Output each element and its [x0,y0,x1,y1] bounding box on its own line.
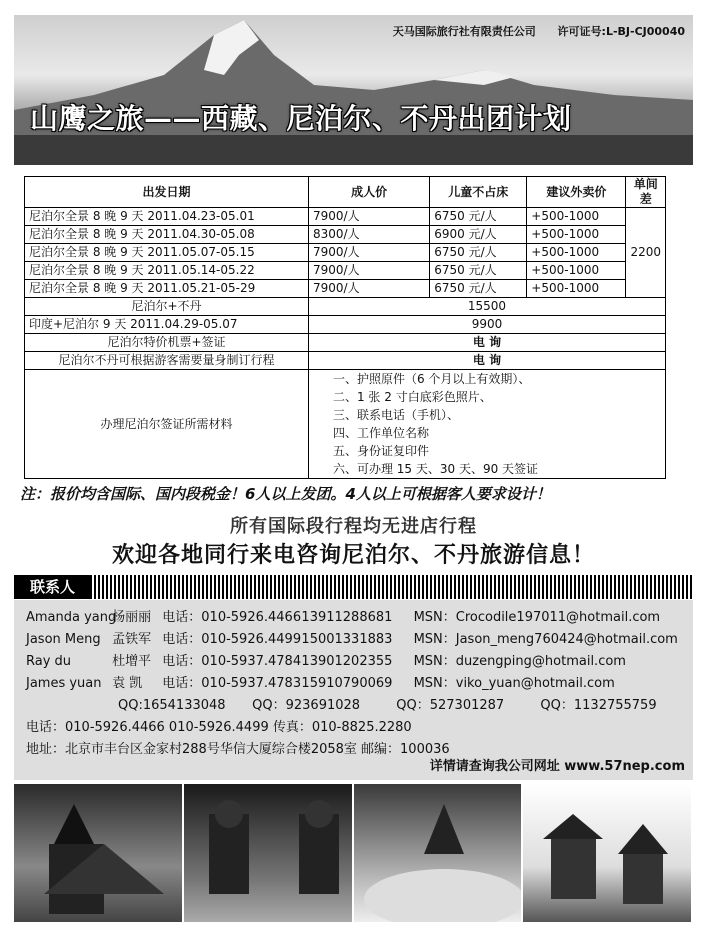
table-row [25,208,666,226]
contact-msn[interactable]: MSN：Crocodile197011@hotmail.com [413,610,661,625]
contact-title: 联系人 [14,575,91,599]
contact-msn[interactable]: MSN：viko_yuan@hotmail.com [413,676,615,691]
row-child: 6900 元/人 [430,226,527,244]
qq-number: QQ：1132755759 [540,698,657,713]
row-child: 6750 元/人 [430,208,527,226]
qq-row [118,694,657,713]
row-child: 6750 元/人 [430,262,527,280]
stupa-photo [14,784,184,922]
extra-value: 9900 [308,316,665,334]
contact-mobile: 13901202355 [301,654,393,669]
row-date: 尼泊尔全景 8 晚 9 天 2011.05.14-05.22 [25,262,309,280]
contact-mobile: 13911288681 [301,610,393,625]
contact-msn[interactable]: MSN：duzengping@hotmail.com [413,654,626,669]
contact-mobile: 15910790069 [301,676,393,691]
price-note: 注：报价均含国际、国内段税金！6人以上发团。4人以上可根据客人要求设计！ [20,485,551,503]
table-row [25,226,666,244]
contact-en-name: Ray du [26,654,72,669]
row-adult: 7900/人 [308,262,429,280]
col-adult: 成人价 [308,177,429,208]
materials-list [308,370,665,479]
table-row [25,280,666,298]
col-retail: 建议外卖价 [527,177,626,208]
contact-cn-name: 孟铁军 [112,632,152,647]
contact-phone: 电话：010-5937.4783 [162,676,302,691]
contact-row [26,628,678,647]
contact-phone: 电话：010-5926.4499 [162,632,302,647]
row-date: 尼泊尔全景 8 晚 9 天 2011.04.23-05.01 [25,208,309,226]
license-number: 许可证号:L-BJ-CJ00040 [557,25,685,38]
company-info [375,23,685,39]
statues-photo [184,784,354,922]
row-retail: +500-1000 [527,280,626,298]
extra-value: 电 询 [308,352,665,370]
contact-phone: 电话：010-5926.4466 [162,610,302,625]
material-item: 六、可办理 15 天、30 天、90 天签证 [332,462,539,476]
company-name: 天马国际旅行社有限责任公司 [392,25,536,38]
extra-row [25,334,666,352]
price-table [24,176,666,479]
single-supplement: 2200 [626,208,666,298]
qq-number: QQ：527301287 [396,698,505,713]
header-banner [14,15,693,165]
prayer-flags-photo [354,784,524,922]
qq-number: QQ：923691028 [252,698,361,713]
extra-label: 尼泊尔特价机票+签证 [25,334,309,352]
qq-number: QQ:1654133048 [118,698,226,713]
material-item: 四、工作单位名称 [332,426,429,440]
col-date: 出发日期 [25,177,309,208]
contact-en-name: James yuan [26,676,102,691]
row-date: 尼泊尔全景 8 晚 9 天 2011.04.30-05.08 [25,226,309,244]
material-item: 二、1 张 2 寸白底彩色照片、 [332,390,492,404]
col-child: 儿童不占床 [430,177,527,208]
slogan-no-shopping: 所有国际段行程均无进店行程 [230,516,477,537]
row-retail: +500-1000 [527,262,626,280]
material-item: 一、护照原件（6 个月以上有效期）、 [332,372,531,386]
photo-strip [14,784,693,922]
extra-row [25,352,666,370]
contact-cn-name: 杜增平 [112,654,152,669]
contact-row [26,606,660,625]
contact-mobile: 15001331883 [301,632,393,647]
material-item: 五、身份证复印件 [332,444,429,458]
row-child: 6750 元/人 [430,244,527,262]
row-adult: 7900/人 [308,280,429,298]
extra-label: 印度+尼泊尔 9 天 2011.04.29-05.07 [25,316,309,334]
table-row [25,262,666,280]
row-adult: 7900/人 [308,244,429,262]
materials-row [25,370,666,479]
office-address: 地址：北京市丰台区金家村288号华信大厦综合楼2058室 邮编：100036 [26,742,450,757]
contact-en-name: Amanda yang [26,610,117,625]
extra-value: 15500 [308,298,665,316]
row-retail: +500-1000 [527,226,626,244]
row-adult: 7900/人 [308,208,429,226]
row-date: 尼泊尔全景 8 晚 9 天 2011.05.07-05.15 [25,244,309,262]
contact-cn-name: 袁 凯 [112,676,143,691]
row-date: 尼泊尔全景 8 晚 9 天 2011.05.21-05-29 [25,280,309,298]
row-child: 6750 元/人 [430,280,527,298]
contact-cn-name: 杨丽丽 [112,610,152,625]
contact-msn[interactable]: MSN：Jason_meng760424@hotmail.com [413,632,678,647]
extra-label: 尼泊尔+不丹 [25,298,309,316]
contact-bar [14,575,693,599]
table-header-row [25,177,666,208]
office-phones: 电话：010-5926.4466 010-5926.4499 传真：010-8825.2280 [26,720,412,735]
extra-row [25,316,666,334]
extra-row [25,298,666,316]
col-single: 单间差 [626,177,666,208]
temple-photo [523,784,693,922]
contact-en-name: Jason Meng [26,632,101,647]
material-item: 三、联系电话（手机）、 [332,408,459,422]
contact-panel [14,600,693,780]
contact-row [26,650,626,669]
extra-label: 尼泊尔不丹可根据游客需要量身制订行程 [25,352,309,370]
contact-phone: 电话：010-5937.4784 [162,654,302,669]
contact-row [26,672,615,691]
table-row [25,244,666,262]
row-adult: 8300/人 [308,226,429,244]
extra-value: 电 询 [308,334,665,352]
row-retail: +500-1000 [527,208,626,226]
row-retail: +500-1000 [527,244,626,262]
materials-label: 办理尼泊尔签证所需材料 [25,370,309,479]
website-link[interactable]: 详情请查询我公司网址 www.57nep.com [429,759,685,774]
page-title: 山鹰之旅——西藏、尼泊尔、不丹出团计划 [30,102,572,135]
slogan-welcome: 欢迎各地同行来电咨询尼泊尔、不丹旅游信息！ [111,543,595,568]
